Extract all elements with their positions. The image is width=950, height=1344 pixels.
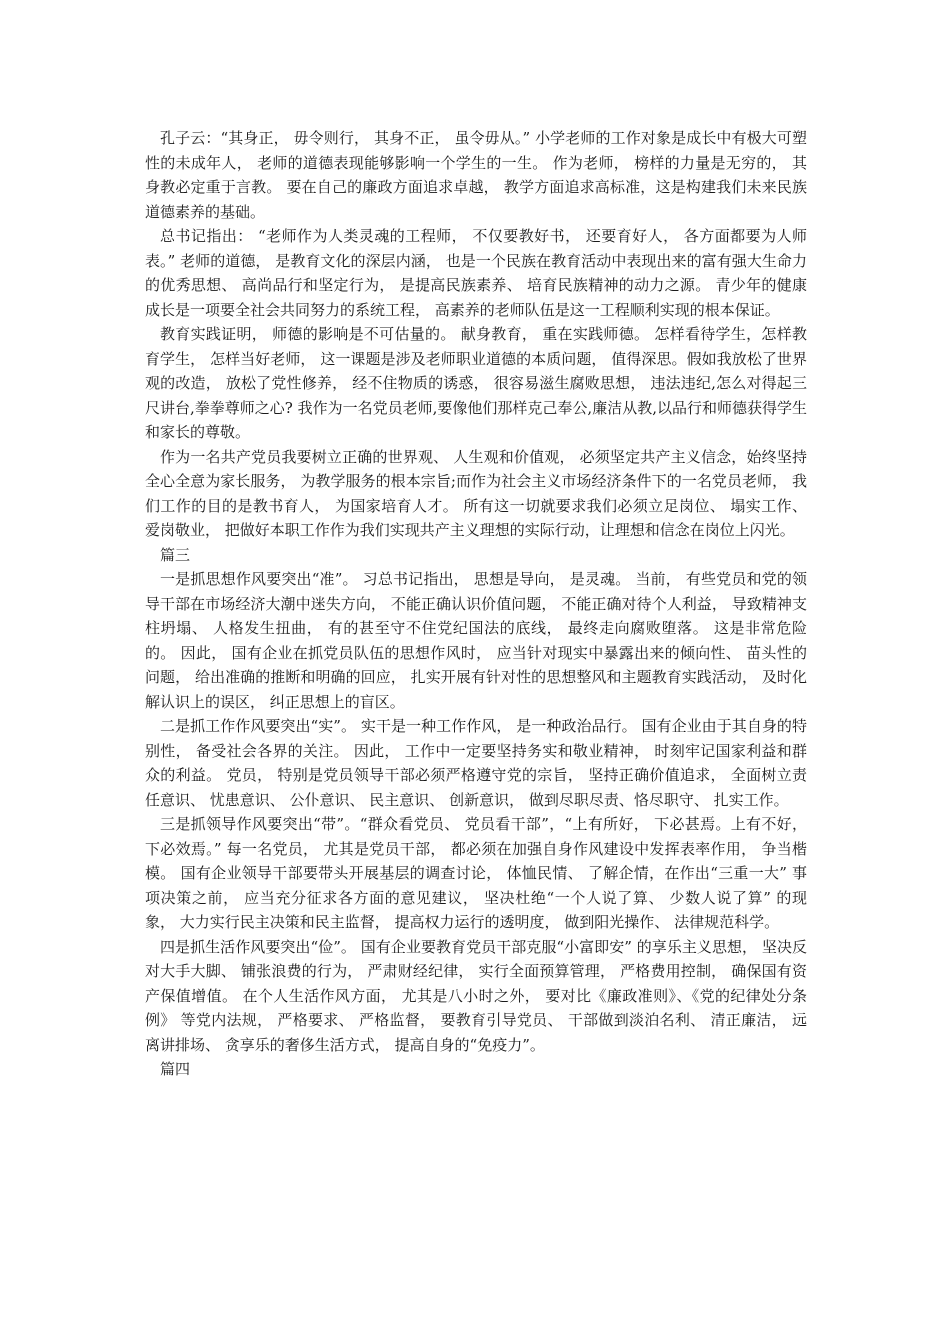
section-heading-3: 篇三: [160, 545, 191, 564]
paragraph-general-secretary: 总书记指出： “老师作为人类灵魂的工程师， 不仅要教好书， 还要育好人， 各方面都要为人师表。” 老师的道德， 是教育文化的深层内涵， 也是一个民族在教育活动中表现出来的富有强大生命力的优秀思想、 高尚品行和坚定行为， 是提高民族素养、 培育民族精神的动力之源。 青少年的健康成长是一项要全社会共同努力的系统工程， 高素养的老师队伍是这一工程顺利实现的根本保证。: [145, 227, 807, 319]
paragraph-work-style: 二是抓工作作风要突出“实”。 实干是一种工作作风， 是一种政治品行。 国有企业由于其自身的特别性， 备受社会各界的关注。 因此， 工作中一定要坚持务实和敬业精神， 时刻牢记国家利益和群众的利益。 党员， 特别是党员领导干部必须严格遵守党的宗旨， 坚持正确价值追求， 全面树立责任意识、 忧患意识、 公仆意识、 民主意识、 创新意识， 做到尽职尽责、恪尽职守、 扎实工作。: [145, 717, 807, 809]
paragraph-life-style: 四是抓生活作风要突出“俭”。 国有企业要教育党员干部克服“小富即安” 的享乐主义思想， 坚决反对大手大脚、 铺张浪费的行为， 严肃财经纪律， 实行全面预算管理， 严格费用控制， 确保国有资产保值增值。 在个人生活作风方面， 尤其是八小时之外， 要对比《廉政准则》、《党的纪律处分条例》 等党内法规， 严格要求、 严格监督， 要教育引导党员、 干部做到淡泊名利、 清正廉洁， 远离讲排场、 贪享乐的奢侈生活方式， 提高自身的“免疫力”。: [145, 937, 807, 1054]
paragraph-thought-style: 一是抓思想作风要突出“准”。 习总书记指出， 思想是导向， 是灵魂。 当前， 有些党员和党的领导干部在市场经济大潮中迷失方向， 不能正确认识价值问题， 不能正确对待个人利益， 导致精神支柱坍塌、 人格发生扭曲， 有的甚至守不住党纪国法的底线， 最终走向腐败堕落。 这是非常危险的。 因此， 国有企业在抓党员队伍的思想作风时， 应当针对现实中暴露出来的倾向性、 苗头性的问题， 给出准确的推断和明确的回应， 扎实开展有针对性的思想整风和主题教育实践活动， 及时化解认识上的误区， 纠正思想上的盲区。: [145, 570, 807, 711]
paragraph-confucius: 孔子云：“其身正， 毋令则行， 其身不正， 虽令毋从。” 小学老师的工作对象是成长中有极大可塑性的未成年人， 老师的道德表现能够影响一个学生的一生。 作为老师， 榜样的力量是无穷的， 其身教必定重于言教。 要在自己的廉政方面追求卓越， 教学方面追求高标准，这是构建我们未来民族道德素养的基础。: [145, 129, 807, 221]
paragraph-education-practice: 教育实践证明， 师德的影响是不可估量的。 献身教育， 重在实践师德。 怎样看待学生，怎样教育学生， 怎样当好老师， 这一课题是涉及老师职业道德的本质问题， 值得深思。假如我放松了世界观的改造， 放松了党性修养， 经不住物质的诱惑， 很容易滋生腐败思想， 违法违纪,怎么对得起三尺讲台,拳拳尊师之心? 我作为一名党员老师,要像他们那样克己奉公,廉洁从教,以品行和师德获得学生和家长的尊敬。: [145, 325, 807, 441]
paragraph-leadership-style: 三是抓领导作风要突出“带”。“群众看党员、 党员看干部”，“上有所好， 下必甚焉。上有不好， 下必效焉。” 每一名党员， 尤其是党员干部， 都必须在加强自身作风建设中发挥表率作用， 争当楷模。 国有企业领导干部要带头开展基层的调查讨论， 体恤民情、 了解企情，在作出“三重一大” 事项决策之前， 应当充分征求各方面的意见建议， 坚决杜绝“一个人说了算、 少数人说了算” 的现象， 大力实行民主决策和民主监督， 提高权力运行的透明度， 做到阳光操作、 法律规范科学。: [145, 815, 807, 931]
document-page: [145, 126, 807, 1082]
paragraph-party-member: 作为一名共产党员我要树立正确的世界观、 人生观和价值观， 必须坚定共产主义信念，始终坚持全心全意为家长服务， 为教学服务的根本宗旨;而作为社会主义市场经济条件下的一名党员老师， 我们工作的目的是教书育人， 为国家培育人才。 所有这一切就要求我们必须立足岗位、 塌实工作、 爱岗敬业， 把做好本职工作作为我们实现共产主义理想的实际行动，让理想和信念在岗位上闪光。: [145, 447, 807, 539]
section-heading-4: 篇四: [160, 1060, 191, 1078]
